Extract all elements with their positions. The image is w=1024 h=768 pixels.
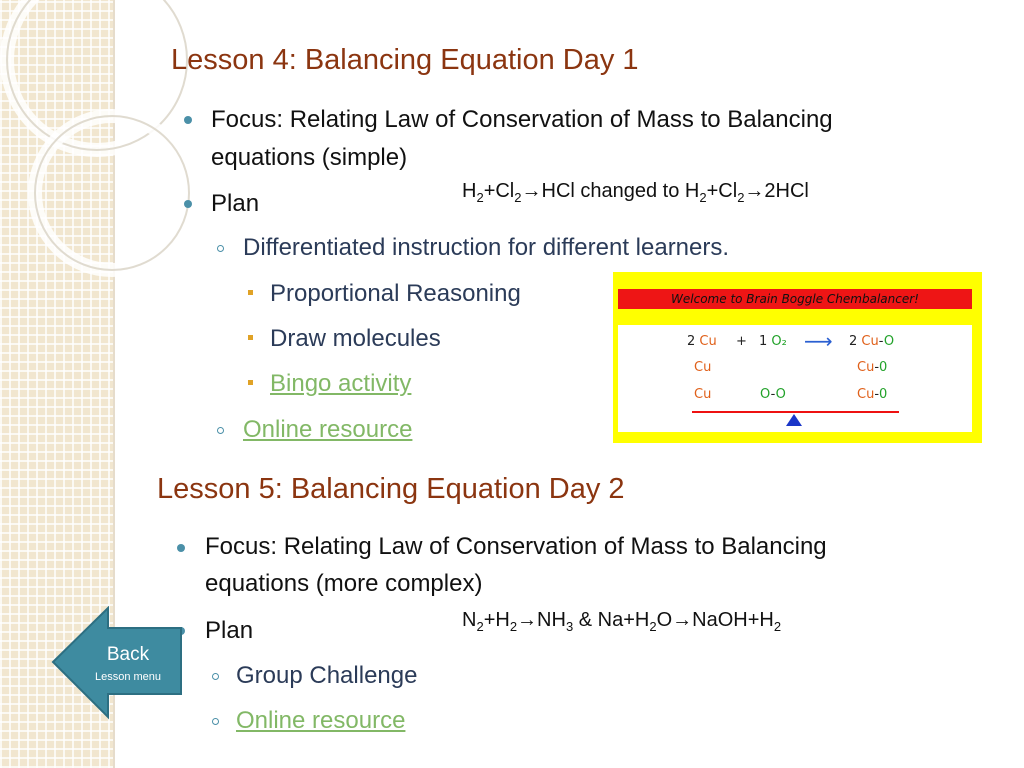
sub-bullet-ring (212, 673, 219, 680)
lesson5-equation: $N_2+H_2\to NH_3$ & $Na+H_2O\to NaOH+H_2$ (462, 609, 782, 634)
chembalancer-plus: + (736, 334, 747, 349)
lesson4-focus-line1: Focus: Relating Law of Conservation of Mass to Balancing (211, 106, 833, 133)
lesson4-online-resource-link[interactable]: Online resource (243, 416, 413, 443)
chembalancer-product: 2 Cu-O (849, 334, 895, 349)
arrow-icon: → (521, 180, 542, 202)
lesson5-plan: Plan (205, 617, 254, 644)
sub-sub-bullet (248, 290, 253, 295)
chembalancer-row1: 2 Cu (687, 334, 717, 349)
chembalancer-o2-molecule: O-O (760, 387, 786, 402)
bullet-dot (184, 116, 192, 124)
back-button-label[interactable]: Back (106, 644, 150, 665)
back-button-sublabel[interactable]: Lesson menu (94, 671, 162, 683)
arrow-icon: → (517, 609, 538, 631)
balance-pivot-icon (786, 414, 802, 426)
lesson4-equation: $H_2+Cl_2\to HCl$ changed to $H_2+Cl_2\to 2HCl$ (462, 180, 809, 205)
bingo-activity-link[interactable]: Bingo activity (270, 370, 412, 397)
lesson5-focus-line1: Focus: Relating Law of Conservation of Mass to Balancing (205, 533, 827, 560)
chembalancer-cuo: Cu-0 (857, 360, 888, 375)
chembalancer-cuo: Cu-0 (857, 387, 888, 402)
chembalancer-banner: Welcome to Brain Boggle Chembalancer! (618, 289, 972, 309)
bullet-dot (184, 200, 192, 208)
sub-sub-bullet (248, 335, 253, 340)
lesson5-focus-line2: equations (more complex) (205, 570, 483, 597)
sub-bullet-ring (212, 718, 219, 725)
lesson4-plan: Plan (211, 190, 260, 217)
lesson4-proportional: Proportional Reasoning (270, 280, 521, 307)
lesson4-title: Lesson 4: Balancing Equation Day 1 (171, 44, 639, 76)
arrow-icon: → (744, 180, 765, 202)
chembalancer-cu: Cu (694, 387, 712, 402)
sub-bullet-ring (217, 245, 224, 252)
bullet-dot (177, 544, 185, 552)
chembalancer-oxygen: 1 O₂ (759, 334, 787, 349)
sub-bullet-ring (217, 427, 224, 434)
decorative-circles (0, 0, 200, 290)
arrow-icon: → (672, 609, 693, 631)
chembalancer-cu: Cu (694, 360, 712, 375)
sub-sub-bullet (248, 380, 253, 385)
reaction-arrow-icon: ⟶ (804, 329, 833, 353)
lesson4-focus-line2: equations (simple) (211, 144, 408, 171)
lesson5-title: Lesson 5: Balancing Equation Day 2 (157, 473, 625, 505)
lesson4-differentiated: Differentiated instruction for different learners. (243, 234, 730, 261)
lesson5-online-resource-link[interactable]: Online resource (236, 707, 406, 734)
lesson5-group-challenge: Group Challenge (236, 662, 418, 689)
lesson4-draw-molecules: Draw molecules (270, 325, 441, 352)
balance-line (692, 411, 899, 413)
